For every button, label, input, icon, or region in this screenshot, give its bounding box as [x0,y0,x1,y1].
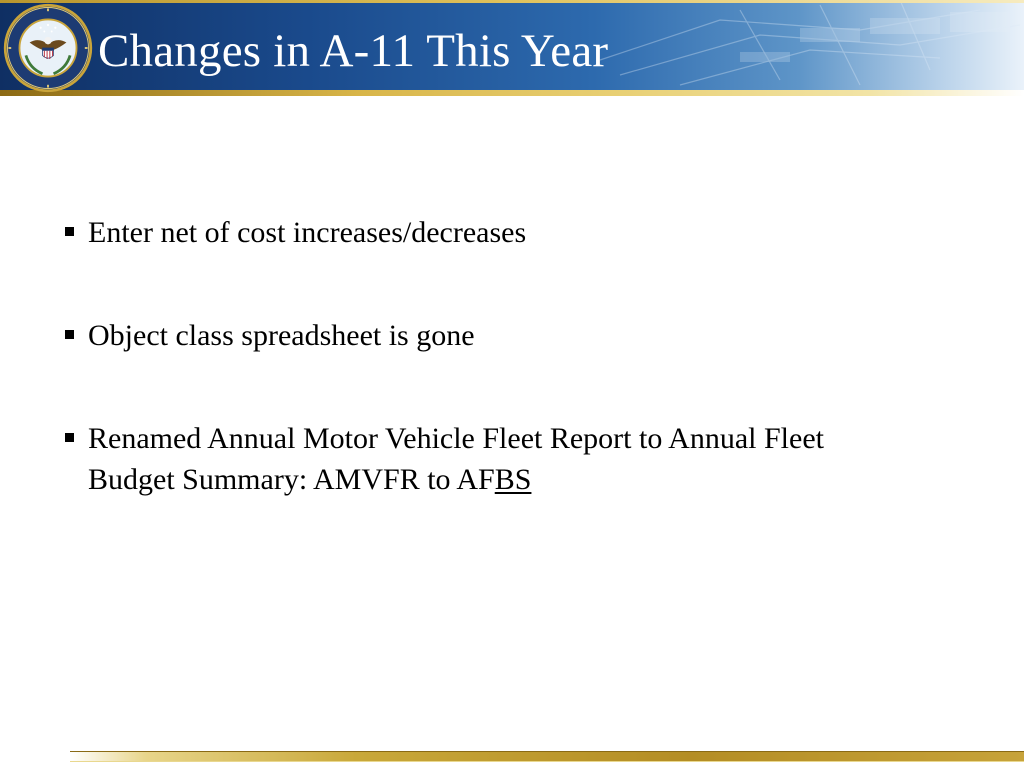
dod-seal-icon [2,2,94,94]
bullet-item [62,315,962,356]
underlined-acronym-suffix: BS [494,463,532,496]
square-bullet-icon [65,433,74,442]
bullet-item [62,212,962,253]
bullet-list [62,212,962,562]
banner-top-trim [0,0,1024,3]
bullet-text-line-1: Renamed Annual Motor Vehicle Fleet Report to Annual Fleet [88,422,824,455]
building-photo-overlay [560,0,1024,90]
bullet-text: Object class spreadsheet is gone [88,319,475,352]
square-bullet-icon [65,330,74,339]
footer-gold-bar [70,751,1024,762]
square-bullet-icon [65,227,74,236]
banner-gold-trim [0,90,1024,96]
header-banner [0,0,1024,96]
bullet-text: Enter net of cost increases/decreases [88,216,527,249]
slide-title: Changes in A-11 This Year [98,25,609,77]
bullet-item [62,418,962,500]
bullet-text-line-2: Budget Summary: AMVFR to AF [88,463,495,496]
